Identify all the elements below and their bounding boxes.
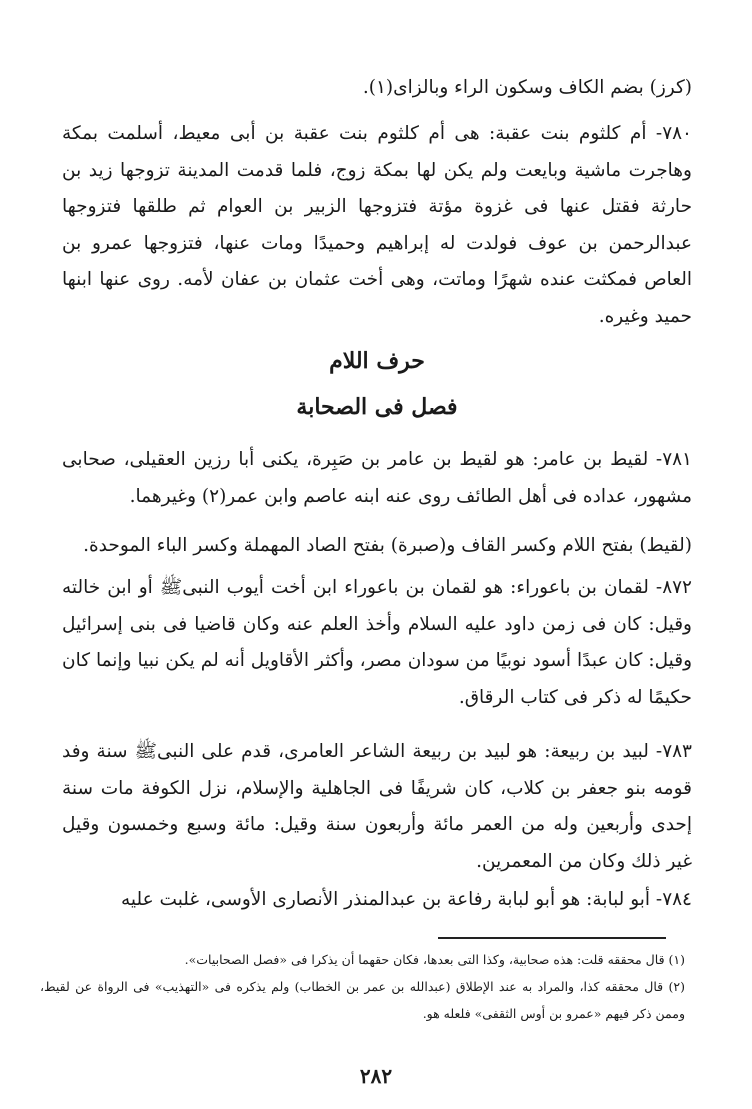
entry-783-labid: ٧٨٣- لبيد بن ربيعة: هو لبيد بن ربيعة الشاعر العامرى، قدم على النبىﷺ سنة وفد قومه بنو جعفر بن كلاب، كان شريفًا فى الجاهلية والإسلام، نزل الكوفة مات سنة إحدى وأربعين وله من العمر مائة وأربعون سنة وقيل: مائة وسبع وخمسون وقيل غير ذلك وكان من المعمرين. [62,741,692,872]
footnote-2: (٢) قال محققه كذا، والمراد به عند الإطلاق (عبدالله بن عمر بن الخطاب) ولم يذكره فى «التهذيب» فى الرواة عن لقيط، وممن ذكر فيهم «عمرو بن أوس الثقفى» فلعله هو. [40,979,685,1021]
entry-780-umm-kulthum: ٧٨٠- أم كلثوم بنت عقبة: هى أم كلثوم بنت عقبة بن أبى معيط، أسلمت بمكة وهاجرت ماشية وبايعت ولم يكن لها بمكة زوج، فلما قدمت المدينة تزوجها زيد بن حارثة فقتل عنها فى غزوة مؤتة فتزوجها الزبير بن العوام ثم طلقها فتزوجها عبدالرحمن بن عوف فولدت له إبراهيم وحميدًا ومات عنها، فتزوجها عمرو بن العاص فمكثت عنده شهرًا وماتت، وهى أخت عثمان بن عفان لأمه. روى عنها ابنها حميد وغيره. [62,123,692,327]
footnote-separator [438,937,666,939]
section-heading: فصل فى الصحابة [296,394,458,420]
paragraph-karz-note: (كرز) بضم الكاف وسكون الراء وبالزاى(١). [362,77,692,98]
entry-784-abu-lubaba: ٧٨٤- أبو لبابة: هو أبو لبابة رفاعة بن عبدالمنذر الأنصارى الأوسى، غلبت عليه [120,889,692,910]
letter-heading: حرف اللام [329,348,425,374]
page-number: ٢٨٢ [359,1064,393,1088]
entry-872-luqman: ٨٧٢- لقمان بن باعوراء: هو لقمان بن باعوراء ابن أخت أيوب النبىﷺ أو ابن خالته وقيل: كان فى زمن داود عليه السلام وأخذ العلم عنه وكان قاضيا فى بنى إسرائيل وقيل: كان عبدًا أسود نوبيًا من سودان مصر، وأكثر الأقاويل أنه لم يكن نبيا وإنما كان حكيمًا له ذكر فى كتاب الرقاق. [62,577,692,708]
laqit-pronunciation-note: (لقيط) بفتح اللام وكسر القاف و(صبرة) بفتح الصاد المهملة وكسر الباء الموحدة. [83,535,692,556]
entry-781-laqit: ٧٨١- لقيط بن عامر: هو لقيط بن عامر بن صَبِرة، يكنى أبا رزين العقيلى، صحابى مشهور، عداده فى أهل الطائف روى عنه ابنه عاصم وابن عمر(٢) وغيرهما. [62,449,692,507]
footnote-1: (١) قال محققه قلت: هذه صحابية، وكذا التى بعدها، فكان حقهما أن يذكرا فى «فصل الصحابيات». [184,952,685,967]
